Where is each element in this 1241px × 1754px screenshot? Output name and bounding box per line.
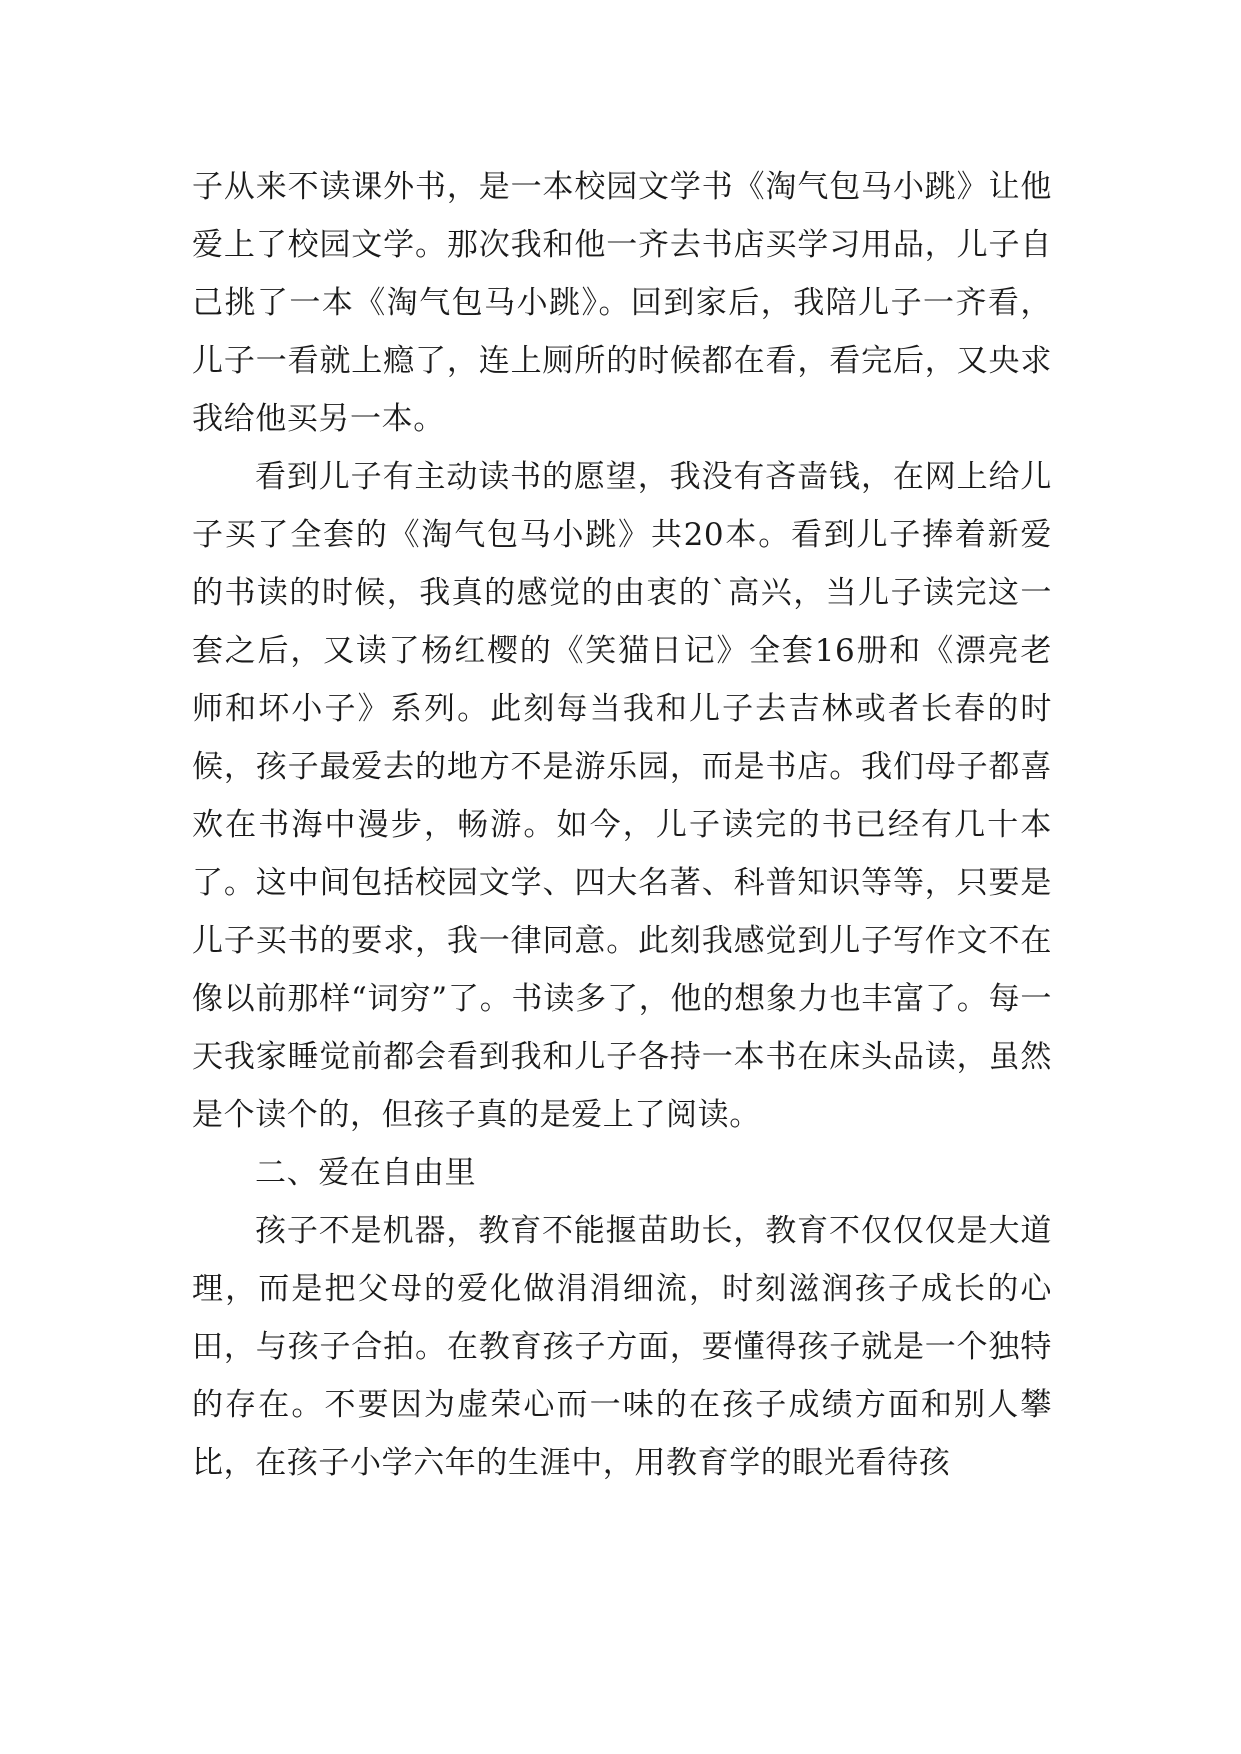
body-text	[192, 158, 1052, 1492]
paragraph-freedom: 孩子不是机器，教育不能揠苗助长，教育不仅仅仅是大道理，而是把父母的爱化做涓涓细流，时刻滋润孩子成长的心田，与孩子合拍。在教育孩子方面，要懂得孩子就是一个独特的存在。不要因为虚荣心而一味的在孩子成绩方面和别人攀比，在孩子小学六年的生涯中，用教育学的眼光看待孩	[192, 1213, 1052, 1481]
paragraph-reading-story: 看到儿子有主动读书的愿望，我没有吝啬钱，在网上给儿子买了全套的《淘气包马小跳》共20本。看到儿子捧着新爱的书读的时候，我真的感觉的由衷的`高兴，当儿子读完这一套之后，又读了杨红樱的《笑猫日记》全套16册和《漂亮老师和坏小子》系列。此刻每当我和儿子去吉林或者长春的时候，孩子最爱去的地方不是游乐园，而是书店。我们母子都喜欢在书海中漫步，畅游。如今，儿子读完的书已经有几十本了。这中间包括校园文学、四大名著、科普知识等等，只要是儿子买书的要求，我一律同意。此刻我感觉到儿子写作文不在像以前那样“词穷”了。书读多了，他的想象力也丰富了。每一天我家睡觉前都会看到我和儿子各持一本书在床头品读，虽然是个读个的，但孩子真的是爱上了阅读。	[192, 459, 1052, 1133]
paragraph-continuation: 子从来不读课外书，是一本校园文学书《淘气包马小跳》让他爱上了校园文学。那次我和他一齐去书店买学习用品，儿子自己挑了一本《淘气包马小跳》。回到家后，我陪儿子一齐看，儿子一看就上瘾了，连上厕所的时候都在看，看完后，又央求我给他买另一本。	[192, 169, 1052, 437]
section-heading: 二、爱在自由里	[255, 1155, 477, 1191]
